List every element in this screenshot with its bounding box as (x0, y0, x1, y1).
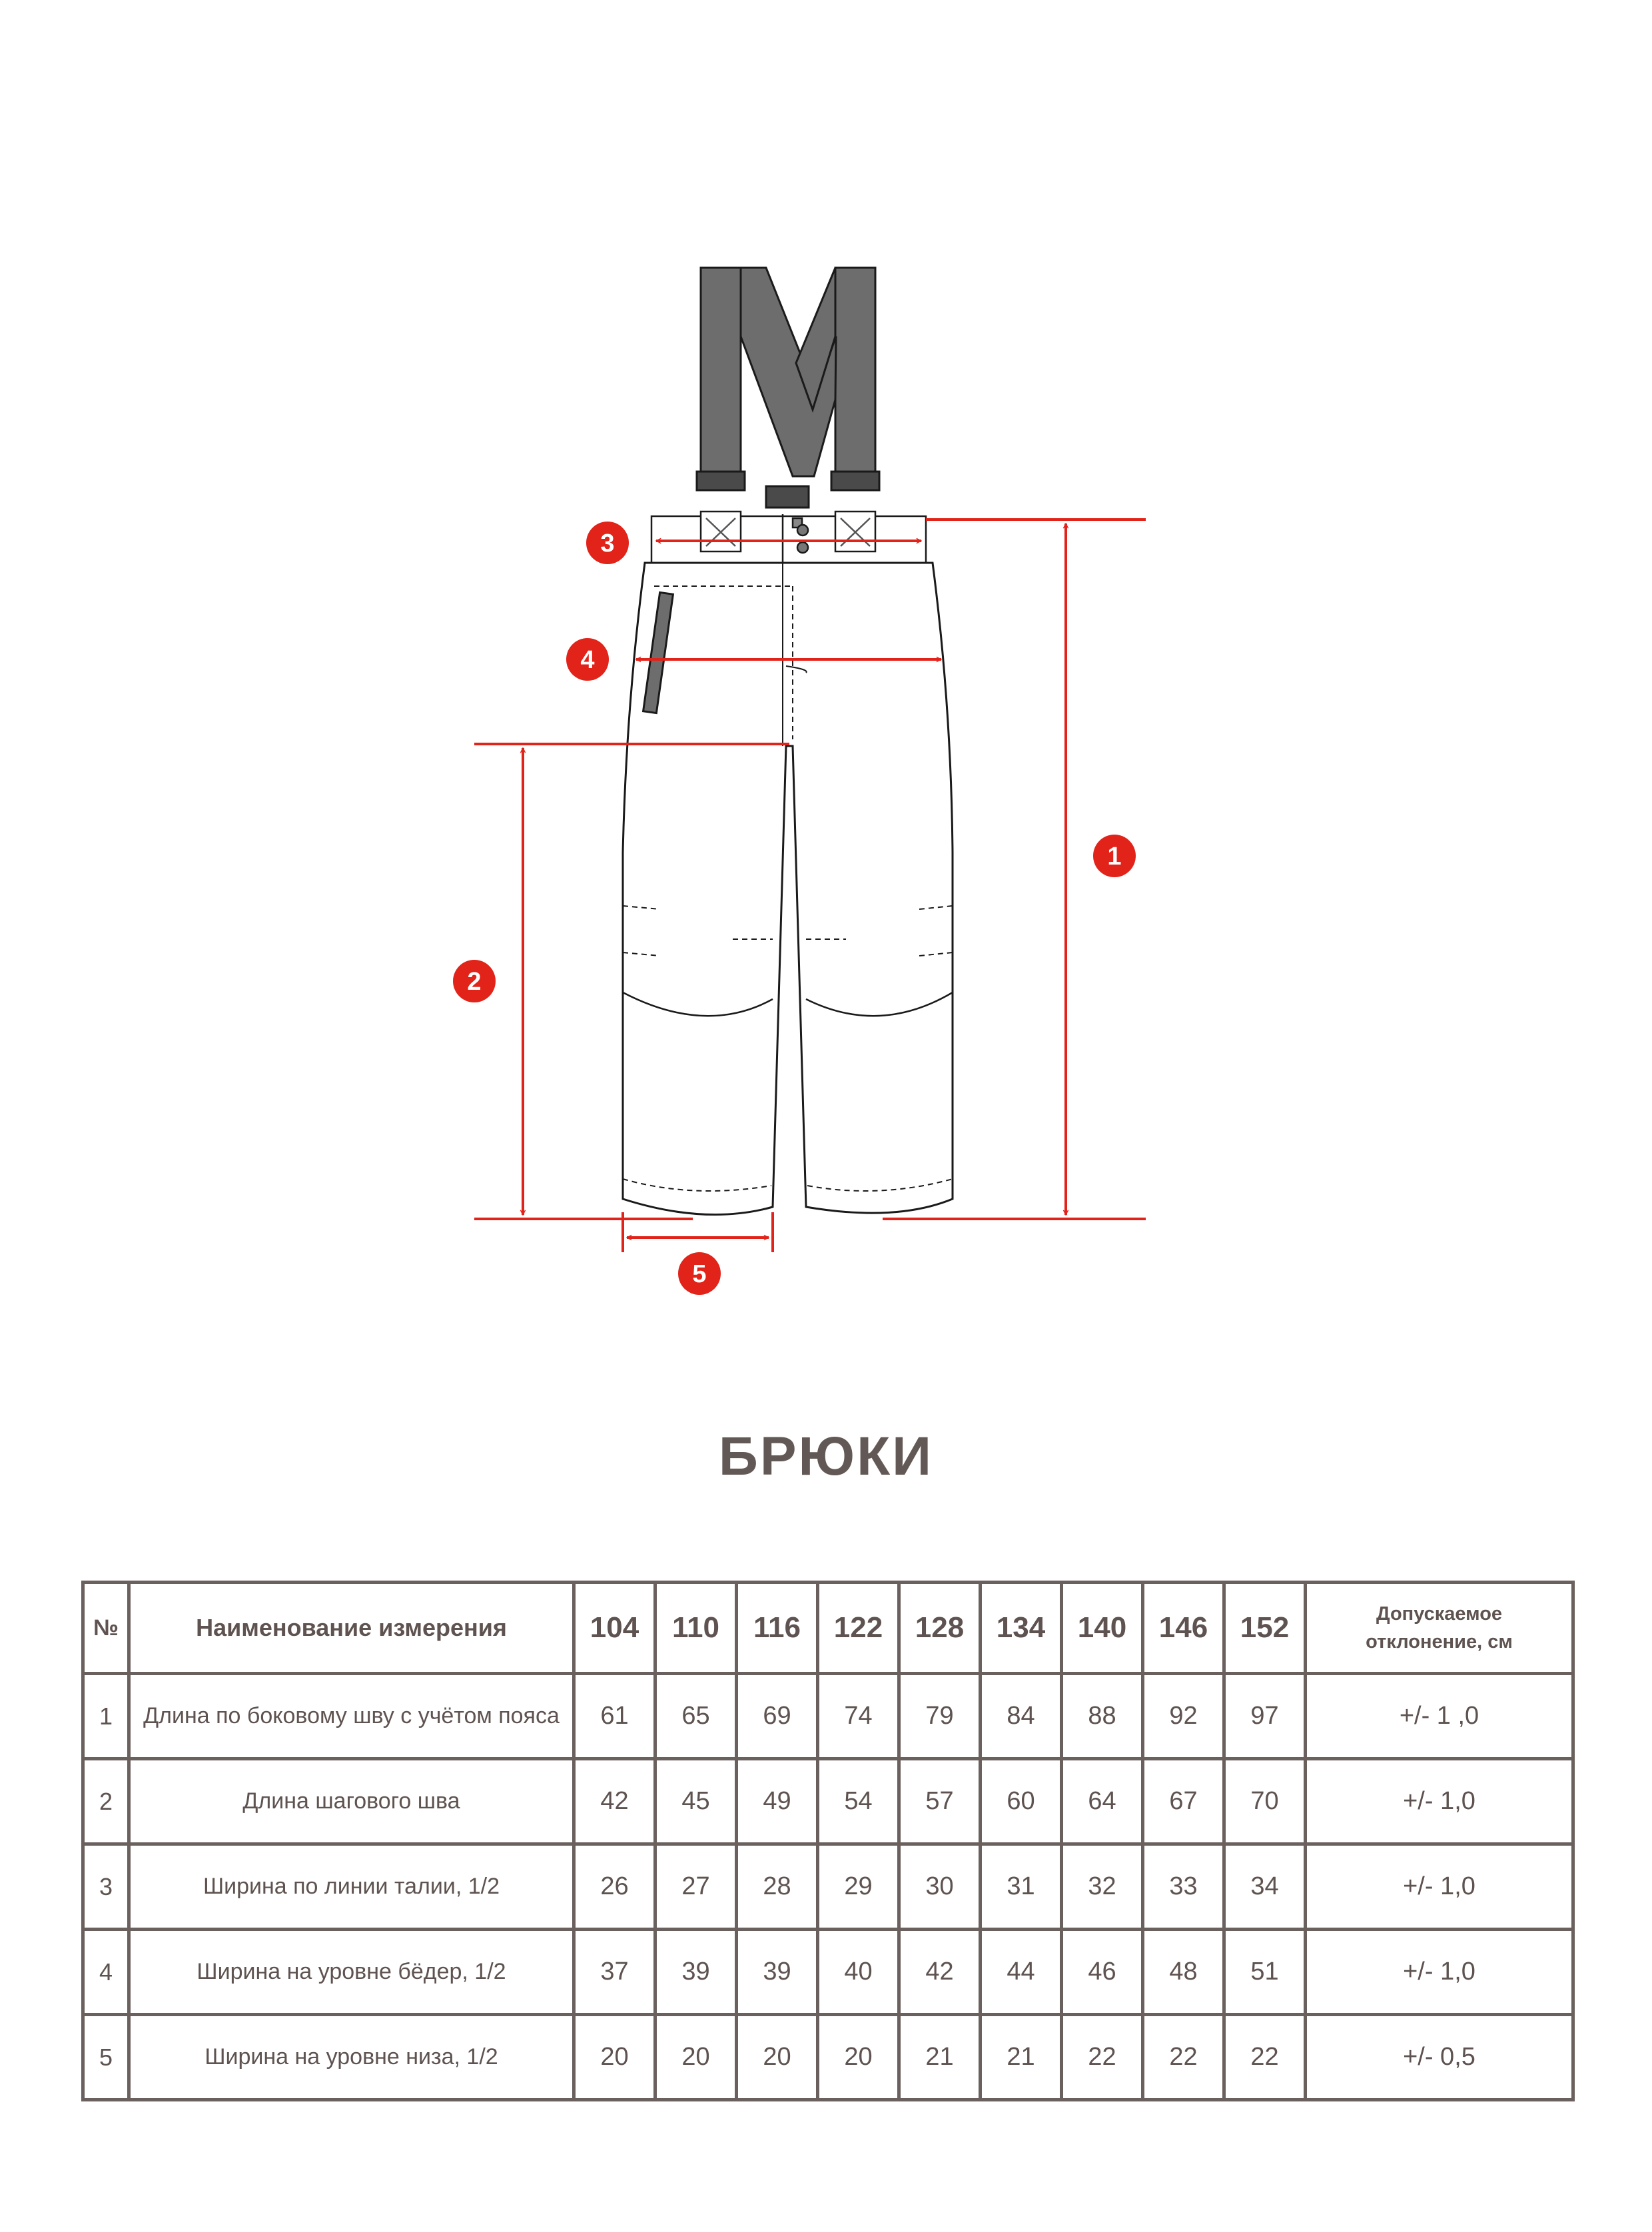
row-number: 3 (83, 1844, 129, 1930)
marker-3 (586, 522, 629, 564)
header-size: 128 (899, 1583, 981, 1674)
header-size: 146 (1143, 1583, 1224, 1674)
size-value: 92 (1143, 1674, 1224, 1759)
svg-text:3: 3 (600, 530, 615, 558)
table-row (83, 1930, 1573, 2015)
table-header-row (83, 1583, 1573, 1674)
size-value: 29 (818, 1844, 899, 1930)
table-row (83, 1674, 1573, 1759)
row-number: 1 (83, 1674, 129, 1759)
size-value: 34 (1224, 1844, 1306, 1930)
suspenders (697, 268, 879, 508)
size-value: 61 (574, 1674, 655, 1759)
size-value: 57 (899, 1759, 981, 1844)
header-size: 152 (1224, 1583, 1306, 1674)
size-value: 37 (574, 1930, 655, 2015)
size-value: 22 (1062, 2015, 1143, 2100)
size-value: 45 (655, 1759, 737, 1844)
size-value: 60 (981, 1759, 1062, 1844)
size-value: 79 (899, 1674, 981, 1759)
row-number: 4 (83, 1930, 129, 2015)
size-value: 26 (574, 1844, 655, 1930)
header-size: 134 (981, 1583, 1062, 1674)
size-value: 28 (737, 1844, 818, 1930)
header-size: 140 (1062, 1583, 1143, 1674)
tolerance-value: +/- 1 ,0 (1306, 1674, 1573, 1759)
size-value: 20 (574, 2015, 655, 2100)
svg-text:1: 1 (1107, 843, 1122, 871)
svg-text:5: 5 (692, 1260, 707, 1288)
marker-5 (678, 1252, 721, 1295)
waistband (651, 512, 926, 566)
row-number: 2 (83, 1759, 129, 1844)
header-tolerance: Допускаемое отклонение, см (1306, 1583, 1573, 1674)
size-value: 54 (818, 1759, 899, 1844)
size-value: 46 (1062, 1930, 1143, 2015)
table-row (83, 1759, 1573, 1844)
size-value: 20 (655, 2015, 737, 2100)
size-value: 22 (1143, 2015, 1224, 2100)
measurement-name: Ширина на уровне низа, 1/2 (129, 2015, 574, 2100)
size-value: 64 (1062, 1759, 1143, 1844)
header-size: 122 (818, 1583, 899, 1674)
header-measurement-name: Наименование измерения (129, 1583, 574, 1674)
size-value: 84 (981, 1674, 1062, 1759)
size-value: 33 (1143, 1844, 1224, 1930)
header-size: 116 (737, 1583, 818, 1674)
header-size: 110 (655, 1583, 737, 1674)
size-value: 39 (655, 1930, 737, 2015)
size-value: 20 (737, 2015, 818, 2100)
size-value: 27 (655, 1844, 737, 1930)
size-value: 44 (981, 1930, 1062, 2015)
size-chart-table (81, 1581, 1575, 2101)
size-value: 20 (818, 2015, 899, 2100)
tolerance-value: +/- 1,0 (1306, 1844, 1573, 1930)
measurement-name: Длина шагового шва (129, 1759, 574, 1844)
size-value: 39 (737, 1930, 818, 2015)
header-number: № (83, 1583, 129, 1674)
size-value: 65 (655, 1674, 737, 1759)
size-value: 70 (1224, 1759, 1306, 1844)
measurement-name: Ширина по линии талии, 1/2 (129, 1844, 574, 1930)
size-value: 42 (574, 1759, 655, 1844)
size-value: 30 (899, 1844, 981, 1930)
size-value: 69 (737, 1674, 818, 1759)
svg-text:4: 4 (580, 646, 595, 674)
marker-4 (566, 638, 609, 681)
table-row (83, 2015, 1573, 2100)
size-value: 42 (899, 1930, 981, 2015)
size-value: 32 (1062, 1844, 1143, 1930)
size-value: 49 (737, 1759, 818, 1844)
size-value: 88 (1062, 1674, 1143, 1759)
size-value: 21 (981, 2015, 1062, 2100)
size-value: 74 (818, 1674, 899, 1759)
size-value: 51 (1224, 1930, 1306, 2015)
measurement-name: Длина по боковому шву с учётом пояса (129, 1674, 574, 1759)
marker-1 (1093, 835, 1136, 877)
marker-2 (453, 960, 496, 1002)
size-value: 67 (1143, 1759, 1224, 1844)
measurement-name: Ширина на уровне бёдер, 1/2 (129, 1930, 574, 2015)
size-value: 97 (1224, 1674, 1306, 1759)
tolerance-value: +/- 1,0 (1306, 1759, 1573, 1844)
tolerance-value: +/- 1,0 (1306, 1930, 1573, 2015)
size-value: 22 (1224, 2015, 1306, 2100)
size-value: 48 (1143, 1930, 1224, 2015)
tolerance-value: +/- 0,5 (1306, 2015, 1573, 2100)
svg-text:2: 2 (467, 968, 482, 996)
size-value: 21 (899, 2015, 981, 2100)
row-number: 5 (83, 2015, 129, 2100)
size-value: 31 (981, 1844, 1062, 1930)
table-row (83, 1844, 1573, 1930)
page-title: БРЮКИ (718, 1426, 934, 1487)
header-size: 104 (574, 1583, 655, 1674)
size-value: 40 (818, 1930, 899, 2015)
